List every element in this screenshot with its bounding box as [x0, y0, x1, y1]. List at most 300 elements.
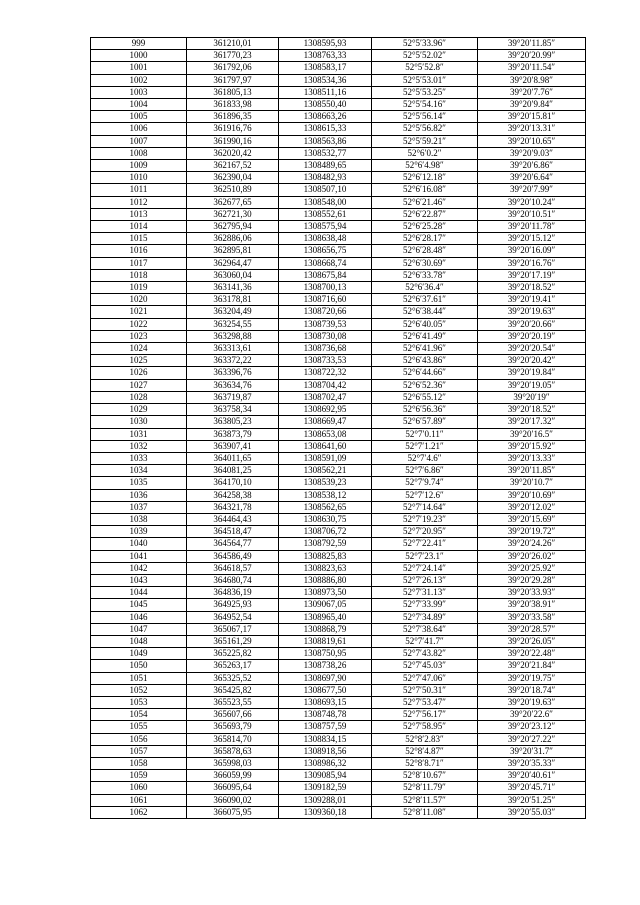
x-coordinate-cell: 364618,57: [187, 562, 279, 574]
table-row: [91, 672, 586, 684]
longitude-cell: 39°20′8.98″: [478, 74, 586, 86]
latitude-cell: 52°6′43.86″: [372, 355, 478, 367]
point-number-cell: 1029: [91, 404, 187, 416]
y-coordinate-cell: 1308986,32: [279, 757, 372, 769]
x-coordinate-cell: 363758,34: [187, 404, 279, 416]
x-coordinate-cell: 364081,25: [187, 465, 279, 477]
y-coordinate-cell: 1308886,80: [279, 574, 372, 586]
latitude-cell: 52°5′53.01″: [372, 74, 478, 86]
latitude-cell: 52°7′47.06″: [372, 672, 478, 684]
table-row: [91, 330, 586, 342]
latitude-cell: 52°7′20.95″: [372, 526, 478, 538]
latitude-cell: 52°6′21.46″: [372, 196, 478, 208]
latitude-cell: 52°8′8.71″: [372, 757, 478, 769]
longitude-cell: 39°20′27.22″: [478, 733, 586, 745]
x-coordinate-cell: 361770,23: [187, 50, 279, 62]
table-row: [91, 501, 586, 513]
point-number-cell: 1017: [91, 257, 187, 269]
y-coordinate-cell: 1308757,59: [279, 721, 372, 733]
y-coordinate-cell: 1308656,75: [279, 245, 372, 257]
y-coordinate-cell: 1308562,65: [279, 501, 372, 513]
latitude-cell: 52°6′12.18″: [372, 172, 478, 184]
latitude-cell: 52°7′1.21″: [372, 440, 478, 452]
x-coordinate-cell: 364011,65: [187, 452, 279, 464]
latitude-cell: 52°8′2.83″: [372, 733, 478, 745]
point-number-cell: 1002: [91, 74, 187, 86]
point-number-cell: 1013: [91, 208, 187, 220]
longitude-cell: 39°20′19.63″: [478, 306, 586, 318]
longitude-cell: 39°20′26.05″: [478, 635, 586, 647]
y-coordinate-cell: 1308538,12: [279, 489, 372, 501]
point-number-cell: 1047: [91, 623, 187, 635]
point-number-cell: 1031: [91, 428, 187, 440]
y-coordinate-cell: 1308595,93: [279, 38, 372, 50]
longitude-cell: 39°20′21.84″: [478, 660, 586, 672]
latitude-cell: 52°5′56.82″: [372, 123, 478, 135]
y-coordinate-cell: 1308700,13: [279, 282, 372, 294]
latitude-cell: 52°5′52.02″: [372, 50, 478, 62]
y-coordinate-cell: 1308706,72: [279, 526, 372, 538]
x-coordinate-cell: 362964,47: [187, 257, 279, 269]
latitude-cell: 52°6′28.17″: [372, 233, 478, 245]
table-row: [91, 721, 586, 733]
latitude-cell: 52°6′16.08″: [372, 184, 478, 196]
point-number-cell: 1003: [91, 86, 187, 98]
x-coordinate-cell: 364321,78: [187, 501, 279, 513]
y-coordinate-cell: 1308669,47: [279, 416, 372, 428]
longitude-cell: 39°20′11.85″: [478, 465, 586, 477]
point-number-cell: 1056: [91, 733, 187, 745]
y-coordinate-cell: 1308562,21: [279, 465, 372, 477]
latitude-cell: 52°5′52.8″: [372, 62, 478, 74]
point-number-cell: 1050: [91, 660, 187, 672]
longitude-cell: 39°20′26.02″: [478, 550, 586, 562]
latitude-cell: 52°6′56.36″: [372, 404, 478, 416]
y-coordinate-cell: 1308583,17: [279, 62, 372, 74]
table-row: [91, 623, 586, 635]
longitude-cell: 39°20′51.25″: [478, 794, 586, 806]
x-coordinate-cell: 366095,64: [187, 782, 279, 794]
point-number-cell: 1020: [91, 294, 187, 306]
y-coordinate-cell: 1309182,59: [279, 782, 372, 794]
point-number-cell: 1014: [91, 221, 187, 233]
longitude-cell: 39°20′6.86″: [478, 160, 586, 172]
table-row: [91, 587, 586, 599]
latitude-cell: 52°8′11.08″: [372, 806, 478, 818]
longitude-cell: 39°20′11.54″: [478, 62, 586, 74]
longitude-cell: 39°20′33.93″: [478, 587, 586, 599]
latitude-cell: 52°5′53.25″: [372, 86, 478, 98]
y-coordinate-cell: 1308704,42: [279, 379, 372, 391]
x-coordinate-cell: 364464,43: [187, 513, 279, 525]
longitude-cell: 39°20′15.92″: [478, 440, 586, 452]
longitude-cell: 39°20′20.54″: [478, 343, 586, 355]
x-coordinate-cell: 363396,76: [187, 367, 279, 379]
table-row: [91, 379, 586, 391]
longitude-cell: 39°20′25.92″: [478, 562, 586, 574]
y-coordinate-cell: 1308615,33: [279, 123, 372, 135]
x-coordinate-cell: 363060,04: [187, 269, 279, 281]
y-coordinate-cell: 1308702,47: [279, 391, 372, 403]
point-number-cell: 1061: [91, 794, 187, 806]
longitude-cell: 39°20′19.75″: [478, 672, 586, 684]
table-row: [91, 745, 586, 757]
latitude-cell: 52°5′54.16″: [372, 99, 478, 111]
point-number-cell: 1034: [91, 465, 187, 477]
table-row: [91, 477, 586, 489]
latitude-cell: 52°6′22.87″: [372, 208, 478, 220]
longitude-cell: 39°20′22.6″: [478, 709, 586, 721]
point-number-cell: 1001: [91, 62, 187, 74]
y-coordinate-cell: 1308763,33: [279, 50, 372, 62]
x-coordinate-cell: 362886,06: [187, 233, 279, 245]
table-row: [91, 452, 586, 464]
longitude-cell: 39°20′29.28″: [478, 574, 586, 586]
table-row: [91, 233, 586, 245]
point-number-cell: 1040: [91, 538, 187, 550]
point-number-cell: 1039: [91, 526, 187, 538]
y-coordinate-cell: 1308739,53: [279, 318, 372, 330]
y-coordinate-cell: 1308692,95: [279, 404, 372, 416]
table-row: [91, 221, 586, 233]
point-number-cell: 1015: [91, 233, 187, 245]
table-row: [91, 147, 586, 159]
table-row: [91, 294, 586, 306]
longitude-cell: 39°20′17.19″: [478, 269, 586, 281]
x-coordinate-cell: 365878,63: [187, 745, 279, 757]
x-coordinate-cell: 364564,77: [187, 538, 279, 550]
longitude-cell: 39°20′23.12″: [478, 721, 586, 733]
latitude-cell: 52°6′33.78″: [372, 269, 478, 281]
x-coordinate-cell: 365225,82: [187, 648, 279, 660]
point-number-cell: 1044: [91, 587, 187, 599]
x-coordinate-cell: 362721,30: [187, 208, 279, 220]
table-row: [91, 550, 586, 562]
longitude-cell: 39°20′13.31″: [478, 123, 586, 135]
point-number-cell: 999: [91, 38, 187, 50]
longitude-cell: 39°20′10.69″: [478, 489, 586, 501]
x-coordinate-cell: 365814,70: [187, 733, 279, 745]
table-row: [91, 318, 586, 330]
longitude-cell: 39°20′18.74″: [478, 684, 586, 696]
longitude-cell: 39°20′13.33″: [478, 452, 586, 464]
longitude-cell: 39°20′19.41″: [478, 294, 586, 306]
longitude-cell: 39°20′28.57″: [478, 623, 586, 635]
longitude-cell: 39°20′15.81″: [478, 111, 586, 123]
longitude-cell: 39°20′19.05″: [478, 379, 586, 391]
point-number-cell: 1054: [91, 709, 187, 721]
longitude-cell: 39°20′17.32″: [478, 416, 586, 428]
point-number-cell: 1025: [91, 355, 187, 367]
latitude-cell: 52°7′56.17″: [372, 709, 478, 721]
x-coordinate-cell: 364952,54: [187, 611, 279, 623]
y-coordinate-cell: 1308534,36: [279, 74, 372, 86]
y-coordinate-cell: 1308563,86: [279, 135, 372, 147]
y-coordinate-cell: 1308973,50: [279, 587, 372, 599]
x-coordinate-cell: 362510,89: [187, 184, 279, 196]
y-coordinate-cell: 1308552,61: [279, 208, 372, 220]
point-number-cell: 1042: [91, 562, 187, 574]
point-number-cell: 1053: [91, 696, 187, 708]
point-number-cell: 1046: [91, 611, 187, 623]
y-coordinate-cell: 1308641,60: [279, 440, 372, 452]
latitude-cell: 52°6′25.28″: [372, 221, 478, 233]
y-coordinate-cell: 1308834,15: [279, 733, 372, 745]
latitude-cell: 52°7′58.95″: [372, 721, 478, 733]
table-row: [91, 562, 586, 574]
longitude-cell: 39°20′11.78″: [478, 221, 586, 233]
point-number-cell: 1057: [91, 745, 187, 757]
y-coordinate-cell: 1308663,26: [279, 111, 372, 123]
longitude-cell: 39°20′9.03″: [478, 147, 586, 159]
point-number-cell: 1052: [91, 684, 187, 696]
latitude-cell: 52°7′41.7″: [372, 635, 478, 647]
table-row: [91, 196, 586, 208]
latitude-cell: 52°7′34.89″: [372, 611, 478, 623]
y-coordinate-cell: 1308539,23: [279, 477, 372, 489]
table-row: [91, 111, 586, 123]
longitude-cell: 39°20′19.63″: [478, 696, 586, 708]
latitude-cell: 52°7′53.47″: [372, 696, 478, 708]
table-row: [91, 404, 586, 416]
latitude-cell: 52°8′10.67″: [372, 770, 478, 782]
point-number-cell: 1016: [91, 245, 187, 257]
y-coordinate-cell: 1308630,75: [279, 513, 372, 525]
y-coordinate-cell: 1308823,63: [279, 562, 372, 574]
longitude-cell: 39°20′15.12″: [478, 233, 586, 245]
x-coordinate-cell: 363298,88: [187, 330, 279, 342]
y-coordinate-cell: 1308733,53: [279, 355, 372, 367]
table-row: [91, 123, 586, 135]
point-number-cell: 1019: [91, 282, 187, 294]
table-row: [91, 757, 586, 769]
point-number-cell: 1035: [91, 477, 187, 489]
latitude-cell: 52°7′14.64″: [372, 501, 478, 513]
coordinate-table-body: [91, 38, 586, 819]
latitude-cell: 52°6′41.49″: [372, 330, 478, 342]
point-number-cell: 1037: [91, 501, 187, 513]
longitude-cell: 39°20′35.33″: [478, 757, 586, 769]
point-number-cell: 1030: [91, 416, 187, 428]
longitude-cell: 39°20′11.85″: [478, 38, 586, 50]
coordinate-table: [90, 37, 586, 819]
latitude-cell: 52°5′56.14″: [372, 111, 478, 123]
point-number-cell: 1051: [91, 672, 187, 684]
x-coordinate-cell: 363719,87: [187, 391, 279, 403]
x-coordinate-cell: 364518,47: [187, 526, 279, 538]
point-number-cell: 1060: [91, 782, 187, 794]
x-coordinate-cell: 363254,55: [187, 318, 279, 330]
point-number-cell: 1027: [91, 379, 187, 391]
latitude-cell: 52°7′0.11″: [372, 428, 478, 440]
longitude-cell: 39°20′33.58″: [478, 611, 586, 623]
x-coordinate-cell: 361210,01: [187, 38, 279, 50]
y-coordinate-cell: 1308730,08: [279, 330, 372, 342]
y-coordinate-cell: 1308638,48: [279, 233, 372, 245]
longitude-cell: 39°20′19.72″: [478, 526, 586, 538]
point-number-cell: 1012: [91, 196, 187, 208]
latitude-cell: 52°7′22.41″: [372, 538, 478, 550]
latitude-cell: 52°7′45.03″: [372, 660, 478, 672]
x-coordinate-cell: 361990,16: [187, 135, 279, 147]
point-number-cell: 1022: [91, 318, 187, 330]
longitude-cell: 39°20′20.66″: [478, 318, 586, 330]
x-coordinate-cell: 362795,94: [187, 221, 279, 233]
x-coordinate-cell: 365325,52: [187, 672, 279, 684]
latitude-cell: 52°7′24.14″: [372, 562, 478, 574]
x-coordinate-cell: 365425,82: [187, 684, 279, 696]
x-coordinate-cell: 361833,98: [187, 99, 279, 111]
y-coordinate-cell: 1308965,40: [279, 611, 372, 623]
point-number-cell: 1009: [91, 160, 187, 172]
x-coordinate-cell: 362895,81: [187, 245, 279, 257]
x-coordinate-cell: 364586,49: [187, 550, 279, 562]
point-number-cell: 1049: [91, 648, 187, 660]
y-coordinate-cell: 1308819,61: [279, 635, 372, 647]
latitude-cell: 52°6′41.96″: [372, 343, 478, 355]
table-row: [91, 440, 586, 452]
latitude-cell: 52°7′19.23″: [372, 513, 478, 525]
longitude-cell: 39°20′20.99″: [478, 50, 586, 62]
latitude-cell: 52°7′6.86″: [372, 465, 478, 477]
longitude-cell: 39°20′55.03″: [478, 806, 586, 818]
y-coordinate-cell: 1308675,84: [279, 269, 372, 281]
y-coordinate-cell: 1308677,50: [279, 684, 372, 696]
table-row: [91, 599, 586, 611]
longitude-cell: 39°20′16.76″: [478, 257, 586, 269]
latitude-cell: 52°6′37.61″: [372, 294, 478, 306]
table-row: [91, 416, 586, 428]
x-coordinate-cell: 364836,19: [187, 587, 279, 599]
table-row: [91, 343, 586, 355]
latitude-cell: 52°7′12.6″: [372, 489, 478, 501]
y-coordinate-cell: 1308653,08: [279, 428, 372, 440]
table-row: [91, 245, 586, 257]
latitude-cell: 52°7′33.99″: [372, 599, 478, 611]
longitude-cell: 39°20′19″: [478, 391, 586, 403]
x-coordinate-cell: 361805,13: [187, 86, 279, 98]
latitude-cell: 52°6′36.4″: [372, 282, 478, 294]
latitude-cell: 52°6′40.05″: [372, 318, 478, 330]
latitude-cell: 52°7′23.1″: [372, 550, 478, 562]
latitude-cell: 52°5′33.96″: [372, 38, 478, 50]
x-coordinate-cell: 363204,49: [187, 306, 279, 318]
table-row: [91, 367, 586, 379]
y-coordinate-cell: 1308720,66: [279, 306, 372, 318]
latitude-cell: 52°7′50.31″: [372, 684, 478, 696]
point-number-cell: 1045: [91, 599, 187, 611]
x-coordinate-cell: 363141,36: [187, 282, 279, 294]
latitude-cell: 52°6′30.69″: [372, 257, 478, 269]
y-coordinate-cell: 1308750,95: [279, 648, 372, 660]
longitude-cell: 39°20′10.51″: [478, 208, 586, 220]
x-coordinate-cell: 363805,23: [187, 416, 279, 428]
table-row: [91, 99, 586, 111]
y-coordinate-cell: 1309085,94: [279, 770, 372, 782]
x-coordinate-cell: 363313,61: [187, 343, 279, 355]
y-coordinate-cell: 1308548,00: [279, 196, 372, 208]
point-number-cell: 1062: [91, 806, 187, 818]
longitude-cell: 39°20′9.84″: [478, 99, 586, 111]
x-coordinate-cell: 364925,93: [187, 599, 279, 611]
table-row: [91, 696, 586, 708]
x-coordinate-cell: 364680,74: [187, 574, 279, 586]
table-row: [91, 684, 586, 696]
point-number-cell: 1006: [91, 123, 187, 135]
point-number-cell: 1018: [91, 269, 187, 281]
table-row: [91, 257, 586, 269]
latitude-cell: 52°8′11.57″: [372, 794, 478, 806]
longitude-cell: 39°20′31.7″: [478, 745, 586, 757]
longitude-cell: 39°20′40.61″: [478, 770, 586, 782]
longitude-cell: 39°20′18.52″: [478, 404, 586, 416]
point-number-cell: 1055: [91, 721, 187, 733]
table-row: [91, 806, 586, 818]
x-coordinate-cell: 366059,99: [187, 770, 279, 782]
table-row: [91, 74, 586, 86]
table-row: [91, 733, 586, 745]
latitude-cell: 52°6′28.48″: [372, 245, 478, 257]
longitude-cell: 39°20′45.71″: [478, 782, 586, 794]
longitude-cell: 39°20′24.26″: [478, 538, 586, 550]
y-coordinate-cell: 1308716,60: [279, 294, 372, 306]
table-row: [91, 269, 586, 281]
longitude-cell: 39°20′6.64″: [478, 172, 586, 184]
table-row: [91, 172, 586, 184]
x-coordinate-cell: 365607,66: [187, 709, 279, 721]
point-number-cell: 1059: [91, 770, 187, 782]
table-row: [91, 306, 586, 318]
table-row: [91, 648, 586, 660]
table-row: [91, 391, 586, 403]
point-number-cell: 1007: [91, 135, 187, 147]
x-coordinate-cell: 362167,52: [187, 160, 279, 172]
point-number-cell: 1004: [91, 99, 187, 111]
point-number-cell: 1041: [91, 550, 187, 562]
table-row: [91, 160, 586, 172]
x-coordinate-cell: 364258,38: [187, 489, 279, 501]
point-number-cell: 1043: [91, 574, 187, 586]
x-coordinate-cell: 361792,06: [187, 62, 279, 74]
y-coordinate-cell: 1309067,05: [279, 599, 372, 611]
point-number-cell: 1000: [91, 50, 187, 62]
point-number-cell: 1033: [91, 452, 187, 464]
y-coordinate-cell: 1308693,15: [279, 696, 372, 708]
longitude-cell: 39°20′12.02″: [478, 501, 586, 513]
longitude-cell: 39°20′20.19″: [478, 330, 586, 342]
longitude-cell: 39°20′10.7″: [478, 477, 586, 489]
y-coordinate-cell: 1309360,18: [279, 806, 372, 818]
x-coordinate-cell: 365067,17: [187, 623, 279, 635]
table-row: [91, 208, 586, 220]
y-coordinate-cell: 1308868,79: [279, 623, 372, 635]
y-coordinate-cell: 1308482,93: [279, 172, 372, 184]
x-coordinate-cell: 366090,02: [187, 794, 279, 806]
x-coordinate-cell: 361797,97: [187, 74, 279, 86]
latitude-cell: 52°7′26.13″: [372, 574, 478, 586]
table-row: [91, 660, 586, 672]
point-number-cell: 1024: [91, 343, 187, 355]
point-number-cell: 1008: [91, 147, 187, 159]
y-coordinate-cell: 1308722,32: [279, 367, 372, 379]
longitude-cell: 39°20′7.76″: [478, 86, 586, 98]
x-coordinate-cell: 362677,65: [187, 196, 279, 208]
y-coordinate-cell: 1308575,94: [279, 221, 372, 233]
point-number-cell: 1058: [91, 757, 187, 769]
table-row: [91, 782, 586, 794]
x-coordinate-cell: 361896,35: [187, 111, 279, 123]
y-coordinate-cell: 1308550,40: [279, 99, 372, 111]
